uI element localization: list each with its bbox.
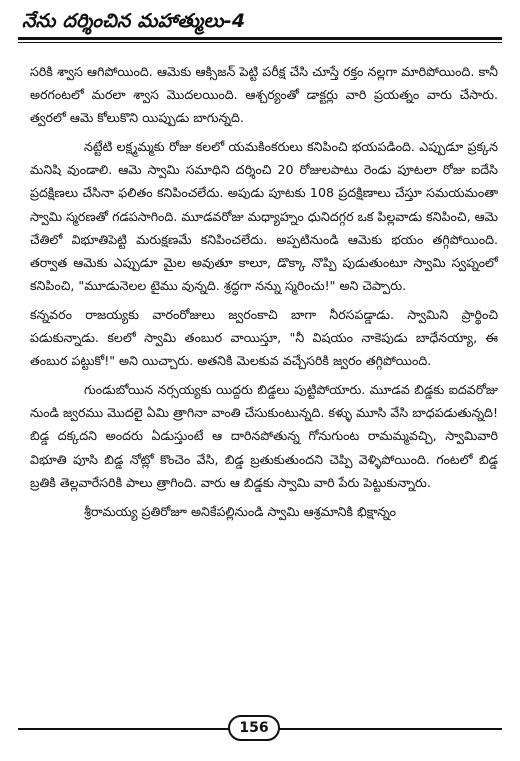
page-body [30, 60, 498, 529]
header-rule-thin [18, 42, 502, 43]
page-footer [18, 715, 502, 745]
paragraph: శ్రీరామయ్య ప్రతిరోజూ అనికేపల్లినుండి స్వామి ఆశ్రమానికి భిక్షాన్నం [84, 503, 397, 519]
paragraph: గుండుబోయిన నర్సయ్యకు యిద్దరు బిడ్డలు పుట్టిపోయారు. మూడవ బిడ్డకు ఐదవరోజు నుండి జ్వరము మొదలై ఏమి త్రాగినా వాంతి చేసుకుంటున్నది. కళ్ళు మూసి వేసి బాధపడుతున్నది! బిడ్డ దక్కదని అందరు ఏడుస్తుంటే ఆ దారినపోతున్న గోనుగుంట రామమ్మవచ్చి, స్వామివారి విభూతి పూసి బిడ్డ నోట్లో కొంచెం వేసి, బిడ్డ బ్రతుకుతుందని చెప్పి వెళ్ళిపోయింది. గంటలో బిడ్డ బ్రతికి తెల్లవారేసరికి పాలు త్రాగింది. వారు ఆ బిడ్డకు స్వామి వారి పేరు పెట్టుకున్నారు. [30, 382, 498, 490]
header-rule [18, 37, 502, 40]
running-header [18, 6, 502, 40]
page-number: 156 [228, 715, 280, 741]
book-title: నేను దర్శించిన మహాత్ములు-4 [22, 10, 246, 32]
paragraph: నట్టేటి లక్ష్మమ్మకు రోజు కలలో యమకింకరులు కనిపించి భయపడింది. ఎప్పుడూ ప్రక్కన మనిషి వుండాలి. ఆమె స్వామి సమాధిని దర్శించి 20 రోజులపాటు రెండు పూటలా రోజు ఐదేసి ప్రదక్షిణలు చేసినా ఫలితం కనిపించలేదు. అపుడు పూటకు 108 ప్రదక్షిణాలు చేస్తూ సమయమంతా స్వామి స్మరణతో గడపసాగింది. మూడవరోజు మధ్యాహ్నం ధునిదగ్గర ఒక పిల్లవాడు కనిపించి, ఆమె చేతిలో విభూతిపెట్టి మరుక్షణమే కనిపించలేదు. అప్పటినుండి ఆమెకు భయం తగ్గిపోయింది. తర్వాత ఆమెకు ఎప్పుడూ మైల అవుతూ కాలూ, డొక్కా నొప్పి పుడుతుంటూ స్వామి స్వప్నంలో కనిపించి, "మూడునెలల టైము వున్నది. శ్రద్ధగా నన్ను స్మరించు!" అని చెప్పారు. [30, 139, 498, 293]
paragraph-continued: సరికి శ్వాస ఆగిపోయింది. ఆమెకు ఆక్సిజన్ పెట్టి పరీక్ష చేసి చూస్తే రక్తం నల్లగా మారిపోయింది. కానీ అరగంటలో మరలా శ్వాస మొదలయింది. ఆశ్చర్యంతో డాక్టర్లు వారి ప్రయత్నం వారు చేసారు. త్వరలో ఆమె కోలుకొని యిప్పుడు బాగున్నది. [30, 64, 498, 126]
paragraph: కన్నవరం రాజయ్యకు వారంరోజులు జ్వరంకాచి బాగా నీరసపడ్డాడు. స్వామిని ప్రార్థించి పడుకున్నాడు. కలలో స్వామి తంబుర వాయిస్తూ, "నీ విషయం నాకెపుడు బాధేనయ్యా, ఈ తంబుర పట్టుకో!" అని యిచ్చారు. అతనికి మెలకువ వచ్చేసరికి జ్వరం తగ్గిపోయింది. [30, 306, 498, 369]
